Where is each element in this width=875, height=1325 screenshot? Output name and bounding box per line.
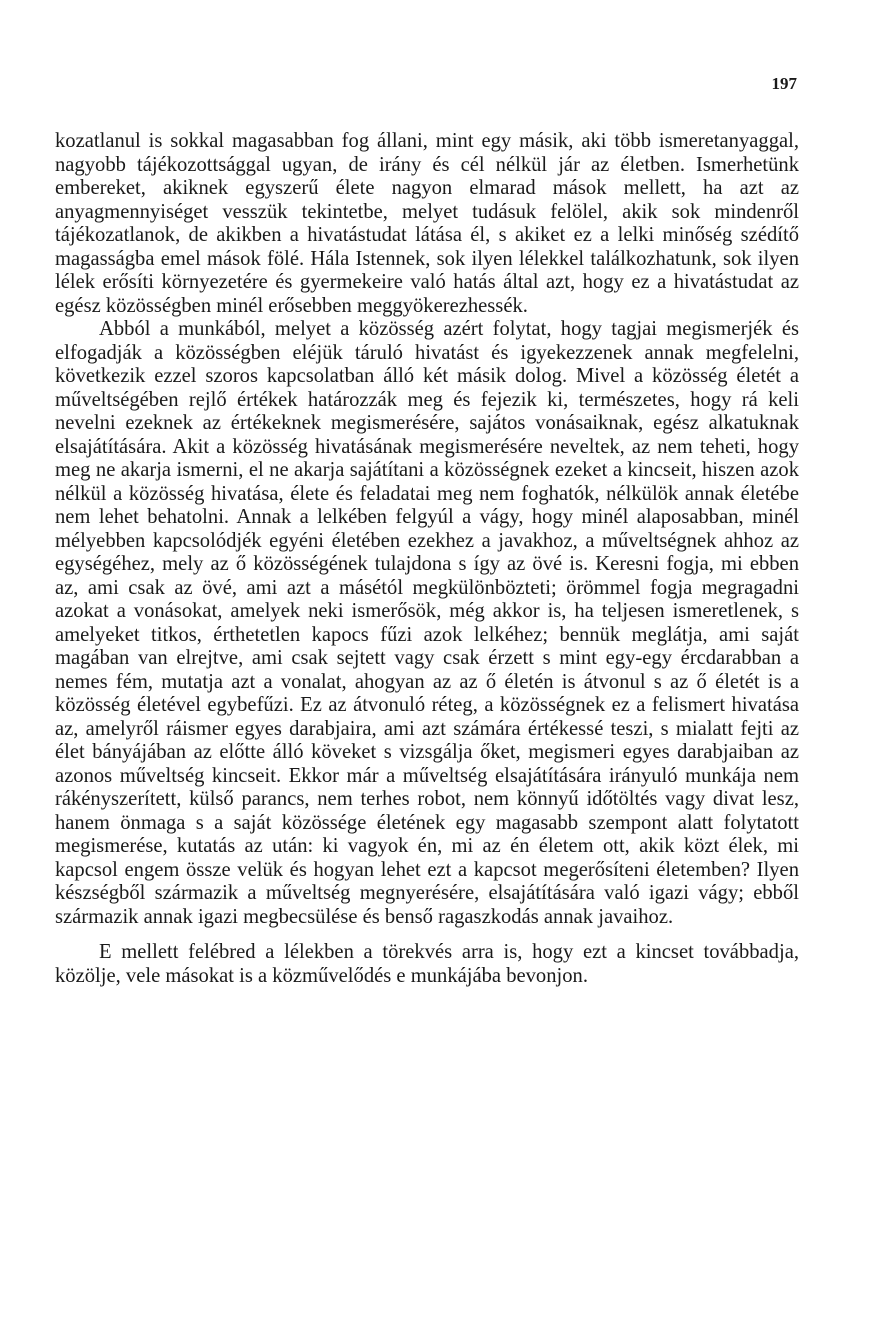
body-text [55,130,799,988]
paragraph-1: kozatlanul is sokkal magasabban fog állani, mint egy másik, aki több ismeretanyaggal, nagyobb tájékozottsággal ugyan, de irány és cél nélkül jár az életben. Ismerhetünk embereket, akiknek egyszerű élete nagyon elmarad mások mellett, ha azt az anyagmennyiséget vesszük tekintetbe, melyet tudásuk felölel, akik sok mindenről tájékozatlanok, de akikben a hivatástudat látása él, s akiket ez a lelki minőség szédítő magasságba emel mások fölé. Hála Istennek, sok ilyen lélekkel találkozhatunk, sok ilyen lélek erősíti környezetére és gyermekeire való hatás által azt, hogy ez a hivatástudat az egész közösségben minél erősebben meggyökerezhessék. [55,130,799,317]
paragraph-3: E mellett felébred a lélekben a törekvés arra is, hogy ezt a kincset továbbadja, közölje, vele másokat is a közművelődés e munkájába bevonjon. [55,941,799,987]
paragraph-2: Abból a munkából, melyet a közösség azért folytat, hogy tagjai megismerjék és elfogadják a közösségben eléjük táruló hivatást és igyekezzenek annak megfelelni, következik ezzel szoros kapcsolatban álló két másik dolog. Mivel a közösség életét a műveltségében rejlő értékek határozzák meg és fejezik ki, természetes, hogy rá keli nevelni ezeknek az értékeknek megismerésére, sajátos vonásaiknak, egész alkatuknak elsajátítására. Akit a közösség hivatásának megismerésére neveltek, az nem teheti, hogy meg ne akarja ismerni, el ne akarja sajátítani a közösségnek ezeket a kincseit, hiszen azok nélkül a közösség hivatása, élete és feladatai meg nem foghatók, nélkülök annak életébe nem lehet behatolni. Annak a lelkében felgyúl a vágy, hogy minél alaposabban, minél mélyebben kapcsolódjék egyéni életében ezekhez a javakhoz, a műveltségnek ahhoz az egységéhez, mely az ő közösségének tulajdona s így az övé is. Keresni fogja, mi ebben az, ami csak az övé, ami azt a másétól megkülönbözteti; örömmel fogja megragadni azokat a vonásokat, amelyek neki ismerősök, még akkor is, ha teljesen ismeretlenek, s amelyeket titkos, érthetetlen kapocs fűzi azok lelkéhez; bennük meglátja, ami saját magában van elrejtve, ami csak sejtett vagy csak érzett s mint egy-egy ércdarabban a nemes fém, mutatja azt a vonalat, ahogyan az az ő életén is átvonul s az ő életét is a közösség életével egybefűzi. Ez az átvonuló réteg, a közösségnek ez a felismert hivatása az, amelyről ráismer egyes darabjaira, ami azt számára értékessé teszi, s mialatt fejti az élet bányájában az előtte álló köveket s vizsgálja őket, megismeri egyes darabjaiban az azonos műveltség kincseit. Ekkor már a műveltség elsajátítására irányuló munkája nem rákényszerített, külső parancs, nem terhes robot, nem könnyű időtöltés vagy divat lesz, hanem önmaga s a saját közössége életének egy magasabb szempont alatt folytatott megismerése, kutatás az után: ki vagyok én, mi az én életem ott, akik közt élek, mi kapcsol engem össze velük és hogyan lehet ezt a kapcsot megerősíteni életemben? Ilyen készségből származik a műveltség megnyerésére, elsajátítására való igazi vágy; ebből származik annak igazi megbecsülése és benső ragaszkodás annak javaihoz. [55,318,799,928]
page-number: 197 [771,74,797,93]
